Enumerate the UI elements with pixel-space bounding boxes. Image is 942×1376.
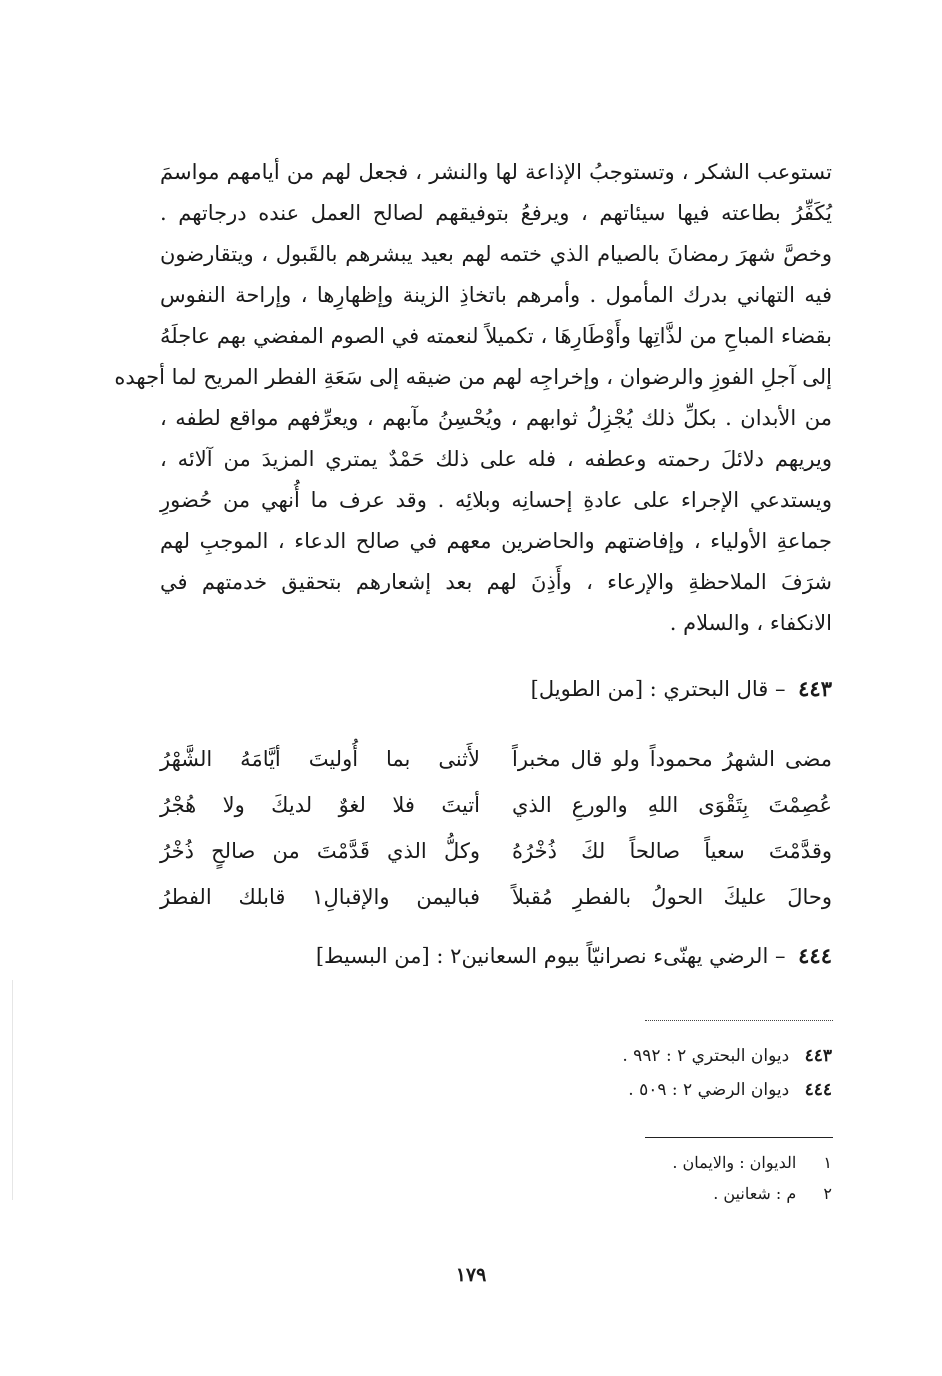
poem-verse	[160, 828, 832, 874]
footnote-number: ٢	[823, 1184, 832, 1203]
entry-heading-443	[531, 676, 832, 701]
entry-title: – قال البحتري : [من الطويل]	[530, 677, 786, 701]
entry-heading-444	[316, 943, 832, 968]
entry-title: – الرضي يهنّىء نصرانيّاً بيوم السعانين٢ : [من البسيط]	[315, 944, 786, 968]
verse-first-hemistich: مضى الشهرُ محموداً ولو قال مخبراً	[512, 747, 832, 771]
source-443	[622, 1046, 832, 1066]
prose-line: جماعةِ الأولياء ، وإفاضتهم والحاضرين معهم في صالح الدعاء ، الموجبِ لهم	[160, 529, 832, 553]
footnote-number: ١	[823, 1153, 832, 1172]
footnote-text: الديوان : والايمان .	[672, 1153, 797, 1172]
prose-line: ويستدعي الإجراء على عادةِ إحسانِه وبلائِه . وقد عرف ما أُنهي من حُضورِ	[160, 488, 832, 512]
poem	[160, 736, 832, 920]
footnote-text: م : شعانين .	[713, 1184, 797, 1203]
source-444	[628, 1080, 832, 1100]
verse-first-hemistich: وحالَ عليكَ الحولُ بالفطرِ مُقبلاً	[512, 885, 832, 909]
verse-second-hemistich: فباليمن والإقبالِ١ قابلك الفطرُ	[160, 885, 480, 909]
scan-edge-mark	[12, 980, 13, 1200]
source-number: ٤٤٤	[804, 1080, 832, 1100]
prose-line: فيه التهاني بدرك المأمول . وأمرهم باتخاذِ الزينة وإظهارِها ، وإراحة النفوس	[160, 283, 832, 307]
verse-second-hemistich: أتيتَ فلا لغوٌ لديكَ ولا هُجْرُ	[160, 793, 480, 817]
prose-line: تستوعب الشكر ، وتستوجبُ الإذاعة لها والنشر ، فجعل لهم من أيامهم مواسمَ	[160, 160, 832, 184]
footnote-1	[672, 1153, 832, 1172]
entry-number: ٤٤٤	[798, 943, 832, 968]
verse-first-hemistich: وقدَّمْتَ سعياً صالحاً لكَ ذُخْرُهُ	[512, 839, 832, 863]
poem-verse	[160, 736, 832, 782]
main-prose	[114, 152, 832, 644]
prose-line: من الأبدان . بكلِّ ذلك يُجْزِلُ ثوابهم ، ويُحْسِنُ مآبهم ، ويعرِّفهم مواقع لطفه ،	[160, 406, 832, 430]
verse-second-hemistich: وكلُّ الذي قَدَّمْتَ من صالحٍ ذُخْرُ	[160, 839, 480, 863]
prose-line: بقضاء المباحِ من لذَّاتِها وأَوْطَارِهَا ، تكميلاً لنعمته في الصوم المفضي بهم عاجلَهُ	[160, 324, 832, 348]
source-number: ٤٤٣	[804, 1046, 832, 1066]
source-text: ديوان الرضي ٢ : ٥٠٩ .	[628, 1080, 790, 1100]
poem-verse	[160, 874, 832, 920]
prose-line: الانكفاء ، والسلام .	[669, 611, 832, 635]
footnote-separator-dotted	[645, 1020, 833, 1021]
prose-line: شرَفَ الملاحظةِ والإرعاء ، وأَذِنَ لهم بعد إشعارهم بتحقيق خدمتهم في	[160, 570, 832, 594]
prose-line: وخصَّ شهرَ رمضانَ بالصيام الذي ختمه لهم بعيد يبشرهم بالقَبول ، ويتقارضون	[160, 242, 832, 266]
prose-line: ويريهم دلائلَ رحمته وعطفه ، فله على ذلك حَمْدٌ يمتري المزيدَ من آلائه ،	[160, 447, 832, 471]
prose-line: إلى آجلِ الفوزِ والرضوان ، وإخراجِه لهم من ضيقه إلى سَعَةِ الفطر المريح لما أجهده	[114, 365, 832, 389]
verse-first-hemistich: عُصِمْتَ بِتَقْوَى اللهِ والورعِ الذي	[512, 793, 832, 817]
footnote-separator-rule	[645, 1137, 833, 1138]
page-number: ١٧٩	[455, 1264, 487, 1286]
prose-line: يُكَفِّرُ بطاعته فيها سيئاتهم ، ويرفعُ بتوفيقهم لصالح العمل عنده درجاتهم .	[160, 201, 832, 225]
source-text: ديوان البحتري ٢ : ٩٩٢ .	[622, 1046, 790, 1066]
poem-verse	[160, 782, 832, 828]
entry-number: ٤٤٣	[798, 676, 832, 701]
verse-second-hemistich: لأَثنى بما أُوليتَ أيَّامَهُ الشَّهْرُ	[160, 747, 480, 771]
footnote-2	[713, 1184, 832, 1203]
